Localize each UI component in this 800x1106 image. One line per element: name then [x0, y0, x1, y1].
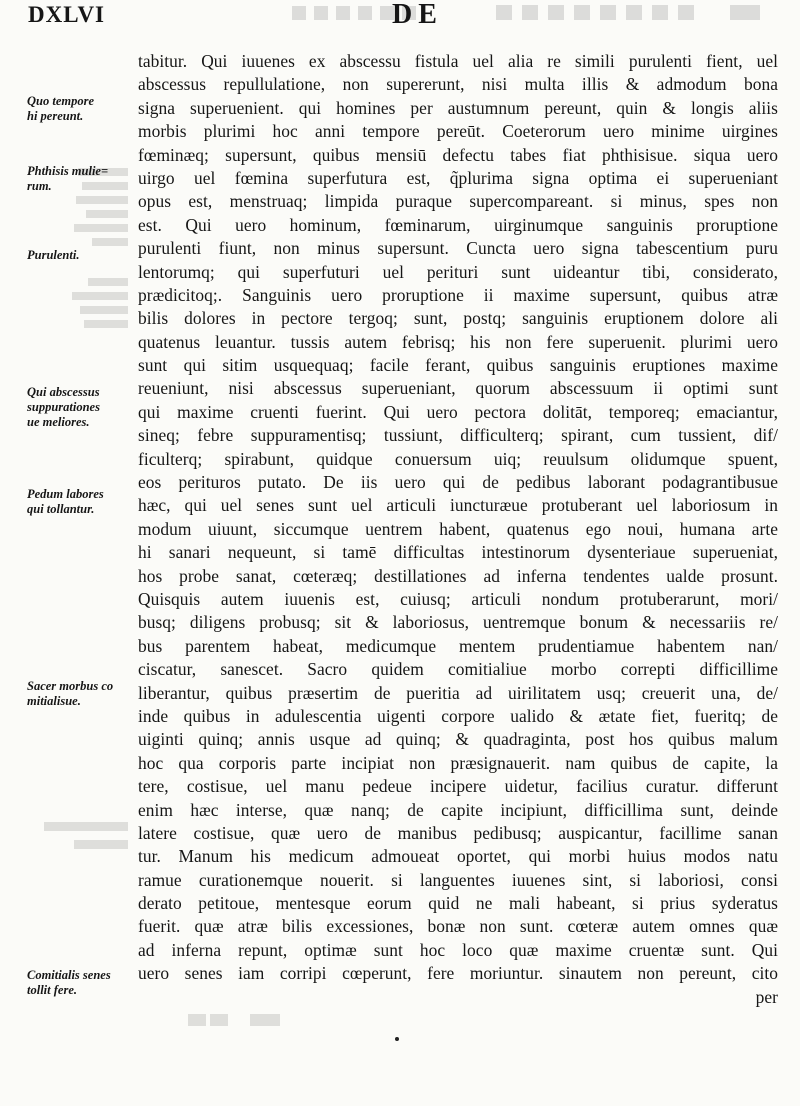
text-line: quatenus leuantur. tussis autem febrisq; his non fere superuenit. plurimi uero — [138, 331, 778, 352]
text-line: tabitur. Qui iuuenes ex abscessu fistula uel alia re simili purulenti fient, uel — [138, 51, 778, 71]
text-line: Quisquis autem iuuenis est, cuiusq; articuli nondum protuberarunt, mori/ — [138, 588, 778, 609]
text-line: modum uiuunt, siccumque uentrem habent, quatenus ego noui, humana arte — [138, 518, 778, 539]
margin-note: Purulenti. — [27, 248, 80, 262]
margin-notes — [0, 0, 130, 1106]
text-line: eos perituros putato. De iis uero qui de pedibus laborant podagrantibusue — [138, 472, 778, 493]
text-line: uirgo uel fœmina superfutura est, q̃plurima signa optima ei superueniant — [138, 167, 778, 188]
text-line: signa superuenient. qui homines per austumnum pereunt, quin & longis aliis — [138, 97, 778, 118]
text-line: hæc, qui uel senes sunt uel articuli iuncturæue protuberant uel laboriosum in — [138, 495, 778, 516]
text-line: derato petitoue, mentesque eorum quid ne mali habeant, si prius syderatus — [138, 893, 778, 914]
text-line: ad inferna repunt, optimæ sunt hoc loco quæ maxime cruentæ sunt. Qui — [138, 939, 778, 960]
text-line: hoc qua corporis parte incipiat non præsignauerit. nam quibus de capite, la — [138, 752, 778, 773]
text-line: enim hæc interse, quæ nanq; de capite incipiunt, difficillima sunt, deinde — [138, 799, 778, 820]
text-line: ciscatur, sanescet. Sacro quidem comitialiue morbo correpti difficillime — [138, 659, 778, 680]
show-through-page-number — [188, 1010, 288, 1030]
text-line: reueniunt, nisi abscessus superueniant, quorum abscessuum ii optimi sunt — [138, 378, 778, 399]
margin-note: Qui abscessus suppurationes ue meliores. — [27, 385, 100, 429]
ink-speck — [395, 1037, 399, 1041]
margin-note: Phthisis mulie= rum. — [27, 164, 109, 193]
margin-note: Comitialis senes tollit fere. — [27, 968, 111, 997]
text-line: busq; diligens probusq; sit & laboriosus, uentremque bonum & necessariis re/ — [138, 612, 778, 633]
folio-number: DXLVI — [28, 2, 106, 27]
text-line: hi sanari nequeunt, si tamē difficultas intestinorum dysenteriaue superueniat, — [138, 542, 778, 563]
text-line: fœminæq; supersunt, quibus mensiū defectu tabes fiat phthisisue. siqua uero — [138, 144, 778, 165]
text-line: est. Qui uero hominum, fœminarum, uirginumque sanguinis proruptione — [138, 214, 778, 235]
text-line: uiginti quinq; annis usque ad quinq; & quadraginta, post hos quibus malum — [138, 729, 778, 750]
text-line: hos probe sanat, cœteræq; destillationes ad inferna tendentes ualde prosunt. — [138, 565, 778, 586]
running-head: DE — [392, 0, 443, 30]
text-line: ramue curationemque nouerit. si languentes iuuenes sint, si laboriosi, consi — [138, 869, 778, 890]
text-line: inde quibus in adulescentia uigenti corpore ualido & ætate fiet, fueritq; de — [138, 705, 778, 726]
text-line: morbis plurimi hoc anni tempore pereūt. Coeterorum uero minime uirgines — [138, 121, 778, 142]
margin-note: Pedum labores qui tollantur. — [27, 487, 104, 516]
text-line: tur. Manum his medicum admoueat oportet, qui morbi huius modos natu — [138, 846, 778, 867]
text-line: lentorumq; qui superfuturi uel perituri sunt uideantur tibi, considerato, — [138, 261, 778, 282]
text-line: opus est, menstruaq; limpida puraque supercompareant. si minus, spes non — [138, 191, 778, 212]
text-line: liberantur, quibus præsertim de pueritia ad uirilitatem usq; creuerit una, de/ — [138, 682, 778, 703]
text-line: ficulterq; spirabunt, quidque conuersum uiq; reuulsum olidumque spuent, — [138, 448, 778, 469]
text-line: fuerit. quæ atræ bilis excessiones, bonæ non sunt. cœteræ autem omnes quæ — [138, 916, 778, 937]
text-line: latere costisue, quæ uero de manibus pedibusq; auspicantur, facillime sanan — [138, 822, 778, 843]
text-line: abscessus repullulatione, non supererunt, nisi multa illis & admodum bona — [138, 74, 778, 95]
text-line: sineq; febre suppuramentisq; tussiunt, difficulterq; spirant, cum tussient, dif/ — [138, 425, 778, 446]
text-line: qui maxime cruenti fuerint. Qui uero pectora dolitāt, temporeq; emaciantur, — [138, 401, 778, 422]
margin-note: Sacer morbus co mitialisue. — [27, 679, 114, 708]
text-line: bilis dolores in pectore tergoq; sunt, postq; sanguinis eruptionem dolore ali — [138, 308, 778, 329]
margin-note: Quo tempore hi pereunt. — [27, 94, 95, 123]
text-line: uero senes iam corripi cœperunt, fere moriuntur. sinautem non pereunt, cito — [138, 963, 778, 984]
body-text — [138, 50, 778, 1009]
text-line: prædicitoq;. Sanguinis uero proruptione ii maxime supersunt, quibus atræ — [138, 284, 778, 305]
text-line: purulenti fiunt, non minus supersunt. Cuncta uero signa tabescentium puru — [138, 238, 778, 259]
text-line: sunt qui sitim usquequaq; facile ferant, quibus sanguinis eruptiones maxime — [138, 355, 778, 376]
text-line: tere, costisue, uel manu pedeue incipere uidetur, facilius curatur. differunt — [138, 776, 778, 797]
text-line: bus parentem habeat, medicumque mentem prudentiamue habentem nan/ — [138, 635, 778, 656]
catchword: per — [755, 986, 778, 1007]
